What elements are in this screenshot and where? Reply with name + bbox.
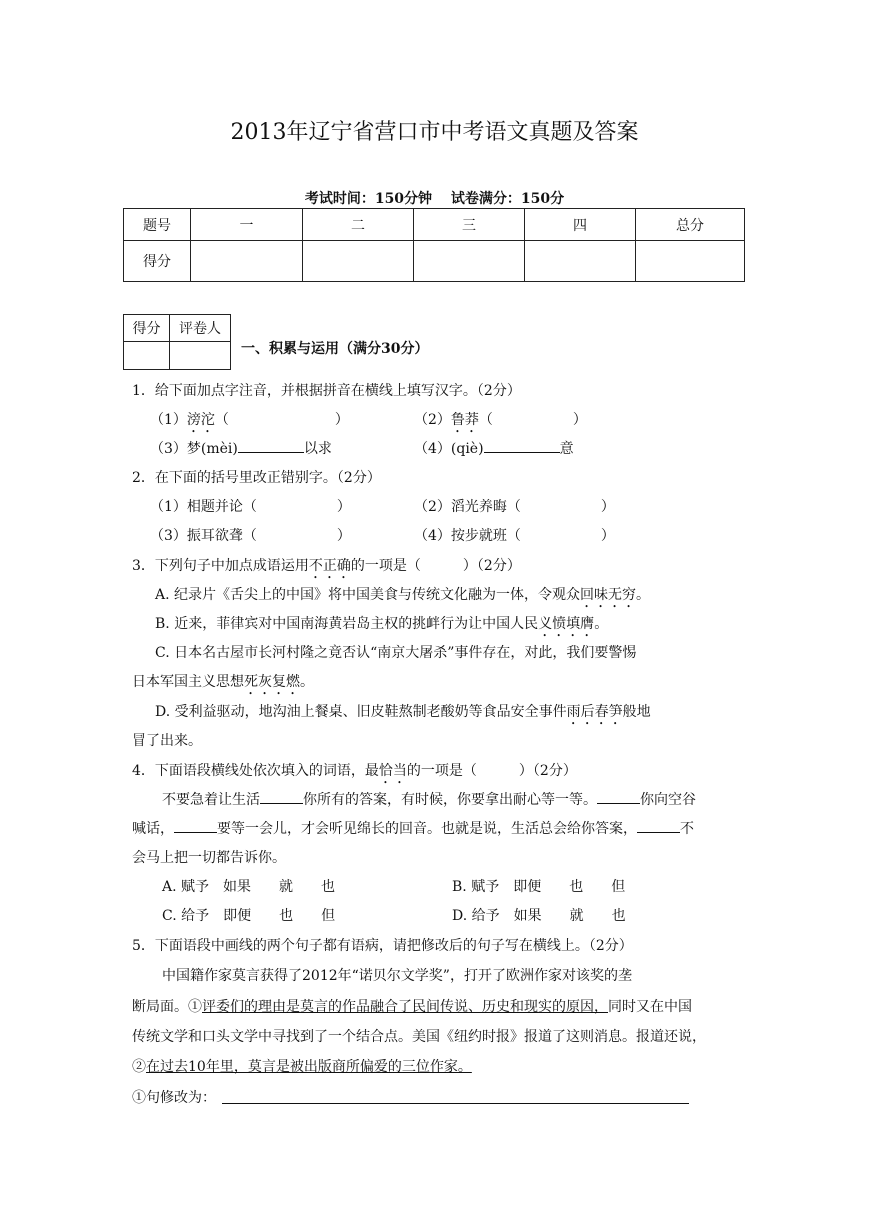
score-cell[interactable] xyxy=(525,241,636,282)
question-5-stem: 5．下面语段中画线的两个句子都有语病，请把修改后的句子写在横线上。（2分） xyxy=(132,938,633,954)
exam-info: 考试时间：150分钟 试卷满分：150分 xyxy=(304,191,565,207)
question-4-stem: 4．下面语段横线处依次填入的词语，最恰当的一项是（ ）（2分） xyxy=(132,763,577,779)
table-header-cell: 二 xyxy=(303,209,414,241)
option-4b: B. 赋予 即便 也 但 xyxy=(452,879,626,895)
question-3-stem: 3．下列句子中加点成语运用不正确的一项是（ ）（2分） xyxy=(132,558,521,574)
answer-blank[interactable] xyxy=(260,789,303,804)
question-2-c: （3）振耳欲聋（ ） xyxy=(150,528,351,544)
option-4c: C. 给予 即便 也 但 xyxy=(162,908,336,924)
option-3a: A. 纪录片《舌尖上的中国》将中国美食与传统文化融为一体，令观众回味无穷。 xyxy=(155,587,651,603)
option-3d-line1: D. 受利益驱动，地沟油上餐桌、旧皮鞋熬制老酸奶等食品安全事件雨后春笋般地 xyxy=(155,704,651,720)
option-3c-line2: 日本军国主义思想死灰复燃。 xyxy=(132,674,314,690)
table-header-cell: 题号 xyxy=(124,209,191,241)
question-5-passage-line1: 中国籍作家莫言获得了2012年“诺贝尔文学奖”，打开了欧洲作家对该奖的垄 xyxy=(162,968,632,984)
dotted-word: 滂沱 xyxy=(186,412,215,428)
table-header-cell: 总分 xyxy=(636,209,745,241)
underlined-sentence-1: 评委们的理由是莫言的作品融合了民间传说、历史和现实的原因， xyxy=(202,999,608,1015)
answer-blank[interactable] xyxy=(597,789,640,804)
score-cell[interactable] xyxy=(636,241,745,282)
option-3d-line2: 冒了出来。 xyxy=(132,733,202,749)
grader-box xyxy=(123,314,231,370)
question-1-b: （2）鲁莽（ ） xyxy=(414,412,587,428)
score-cell[interactable] xyxy=(191,241,303,282)
section-title: 一、积累与运用（满分30分） xyxy=(241,341,429,357)
option-3b: B. 近来，菲律宾对中国南海黄岩岛主权的挑衅行为让中国人民义愤填膺。 xyxy=(155,616,609,632)
score-table xyxy=(123,208,745,282)
dotted-word: 鲁莽 xyxy=(450,412,479,428)
score-cell[interactable] xyxy=(414,241,525,282)
grader-name-cell[interactable] xyxy=(170,342,231,370)
answer-label-1: ①句修改为： xyxy=(132,1090,216,1106)
option-3c-line1: C. 日本名古屋市长河村隆之竟否认“南京大屠杀”事件存在，对此，我们要警惕 xyxy=(155,645,637,661)
table-row-label: 得分 xyxy=(124,241,191,282)
question-2-b: （2）滔光养晦（ ） xyxy=(414,499,615,515)
question-1-c: （3）梦(mèi) 以求 xyxy=(150,438,332,458)
question-5-passage-line3: 传统文学和口头文学中寻找到了一个结合点。美国《纽约时报》报道了这则消息。报道还说， xyxy=(132,1029,706,1045)
page-title: 2013年辽宁省营口市中考语文真题及答案 xyxy=(230,120,639,145)
grader-name-label: 评卷人 xyxy=(170,315,231,342)
question-1-stem: 1．给下面加点字注音，并根据拼音在横线上填写汉字。（2分） xyxy=(132,383,521,399)
table-header-cell: 三 xyxy=(414,209,525,241)
score-cell[interactable] xyxy=(303,241,414,282)
question-2-d: （4）按步就班（ ） xyxy=(414,528,615,544)
grader-score-cell[interactable] xyxy=(124,342,170,370)
option-4d: D. 给予 如果 就 也 xyxy=(452,908,626,924)
answer-blank[interactable] xyxy=(484,438,560,453)
question-2-a: （1）相题并论（ ） xyxy=(150,499,351,515)
question-5-passage-line2: 断局面。①评委们的理由是莫言的作品融合了民间传说、历史和现实的原因，同时又在中国 xyxy=(132,999,692,1015)
question-4-passage-line3: 会马上把一切都告诉你。 xyxy=(132,850,286,866)
answer-blank[interactable] xyxy=(174,818,217,833)
table-header-cell: 一 xyxy=(191,209,303,241)
table-header-cell: 四 xyxy=(525,209,636,241)
question-4-passage-line2: 喊话， 要等一会儿，才会听见绵长的回音。也就是说，生活总会给你答案， 不 xyxy=(132,818,694,838)
question-5-passage-line4: ②在过去10年里，莫言是被出版商所偏爱的三位作家。 xyxy=(132,1059,472,1075)
answer-blank[interactable] xyxy=(238,438,304,453)
underlined-sentence-2: 在过去10年里，莫言是被出版商所偏爱的三位作家。 xyxy=(146,1059,472,1075)
answer-line-1[interactable] xyxy=(222,1103,689,1104)
question-2-stem: 2．在下面的括号里改正错别字。（2分） xyxy=(132,470,381,486)
answer-blank[interactable] xyxy=(637,818,680,833)
grader-score-label: 得分 xyxy=(124,315,170,342)
question-1-d: （4）(qiè) 意 xyxy=(414,438,574,458)
question-4-passage-line1: 不要急着让生活 你所有的答案，有时候，你要拿出耐心等一等。 你向空谷 xyxy=(162,789,696,809)
question-1-a: （1）滂沱（ ） xyxy=(150,412,349,428)
option-4a: A. 赋予 如果 就 也 xyxy=(162,879,336,895)
